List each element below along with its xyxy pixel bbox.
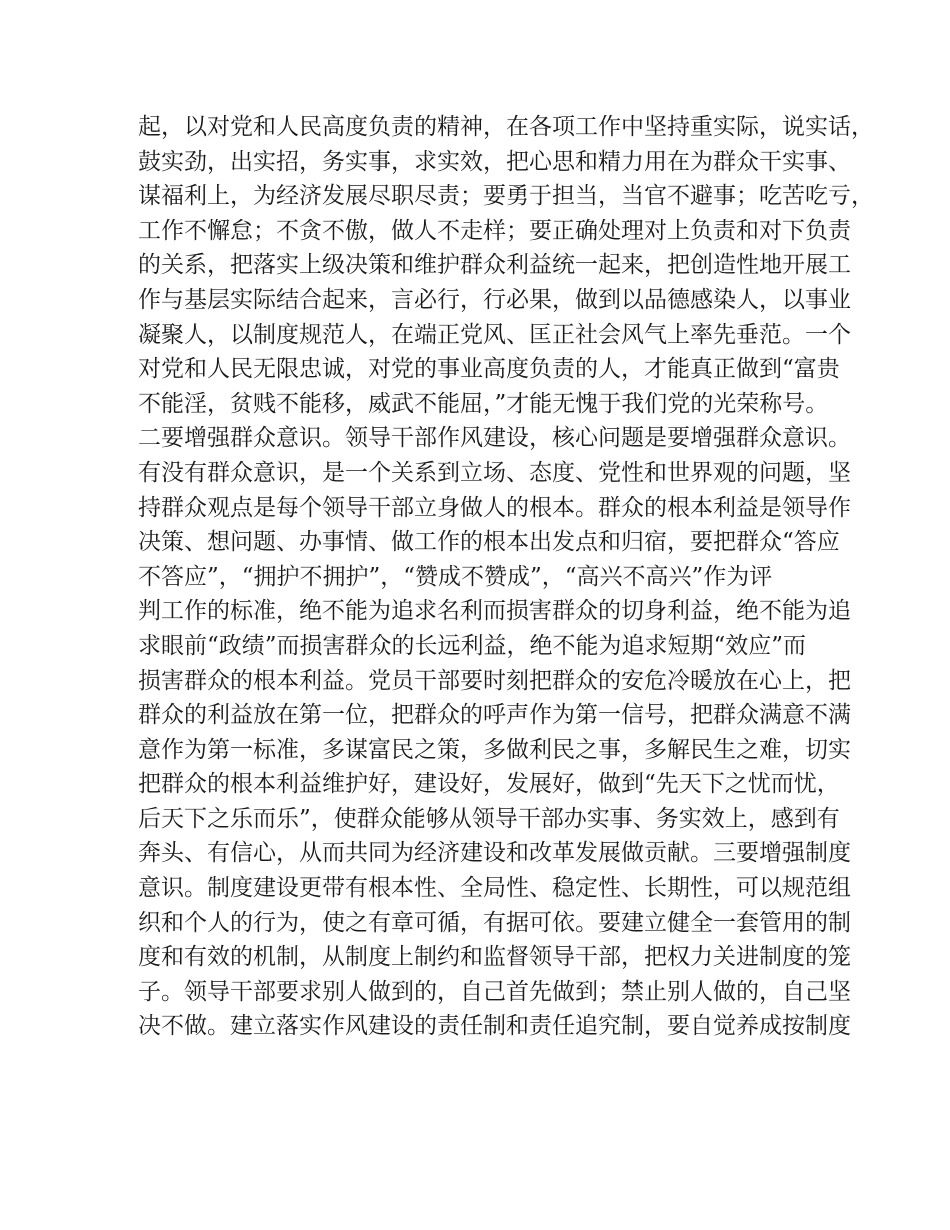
text-line: 持群众观点是每个领导干部立身做人的根本。群众的根本利益是领导作: [138, 494, 851, 521]
text-line: 子。领导干部要求别人做到的，自己首先做到；禁止别人做的，自己坚: [138, 978, 851, 1005]
text-line: 鼓实劲，出实招，务实事，求实效，把心思和精力用在为群众干实事、: [138, 148, 851, 175]
text-line: 工作不懈怠；不贪不傲，做人不走样；要正确处理对上负责和对下负责: [138, 217, 851, 244]
text-line: 奔头、有信心，从而共同为经济建设和改革发展做贡献。三要增强制度: [138, 840, 851, 867]
text-line: 决不做。建立落实作风建设的责任制和责任追究制，要自觉养成按制度: [138, 1013, 851, 1040]
text-line: 凝聚人，以制度规范人，在端正党风、匡正社会风气上率先垂范。一个: [138, 321, 851, 348]
text-line: 不答应”，“拥护不拥护”，“赞成不赞成”，“高兴不高兴”作为评: [138, 563, 773, 590]
text-line: 织和个人的行为，使之有章可循，有据可依。要建立健全一套管用的制: [138, 909, 851, 936]
text-line: 起，以对党和人民高度负责的精神，在各项工作中坚持重实际，说实话，: [138, 114, 874, 140]
text-line: 对党和人民无限忠诚，对党的事业高度负责的人，才能真正做到“富贵: [138, 356, 840, 383]
text-line: 意作为第一标准，多谋富民之策，多做利民之事，多解民生之难，切实: [138, 736, 851, 763]
body-text: [138, 110, 874, 1044]
text-line: 二要增强群众意识。领导干部作风建设，核心问题是要增强群众意识。: [138, 425, 851, 452]
text-line: 有没有群众意识，是一个关系到立场、态度、党性和世界观的问题，坚: [138, 459, 851, 486]
text-line: 判工作的标准，绝不能为追求名利而损害群众的切身利益，绝不能为追: [138, 598, 851, 625]
text-line: 把群众的根本利益维护好，建设好，发展好，做到“先天下之忧而忧，: [138, 771, 840, 798]
text-line: 损害群众的根本利益。党员干部要时刻把群众的安危冷暖放在心上，把: [138, 667, 851, 694]
text-line: 不能淫，贫贱不能移，威武不能屈，”才能无愧于我们党的光荣称号。: [138, 390, 829, 417]
text-line: 谋福利上，为经济发展尽职尽责；要勇于担当，当官不避事；吃苦吃亏，: [138, 183, 874, 210]
text-line: 求眼前“政绩”而损害群众的长远利益，绝不能为追求短期“效应”而: [138, 632, 807, 659]
text-line: 度和有效的机制，从制度上制约和监督领导干部，把权力关进制度的笼: [138, 944, 851, 971]
text-line: 决策、想问题、办事情、做工作的根本出发点和归宿，要把群众“答应: [138, 529, 840, 556]
text-line: 意识。制度建设更带有根本性、全局性、稳定性、长期性，可以规范组: [138, 875, 851, 902]
text-line: 作与基层实际结合起来，言必行，行必果，做到以品德感染人，以事业: [138, 286, 851, 313]
text-line: 群众的利益放在第一位，把群众的呼声作为第一信号，把群众满意不满: [138, 702, 851, 729]
text-line: 的关系，把落实上级决策和维护群众利益统一起来，把创造性地开展工: [138, 252, 851, 279]
text-line: 后天下之乐而乐”，使群众能够从领导干部办实事、务实效上，感到有: [138, 805, 840, 832]
